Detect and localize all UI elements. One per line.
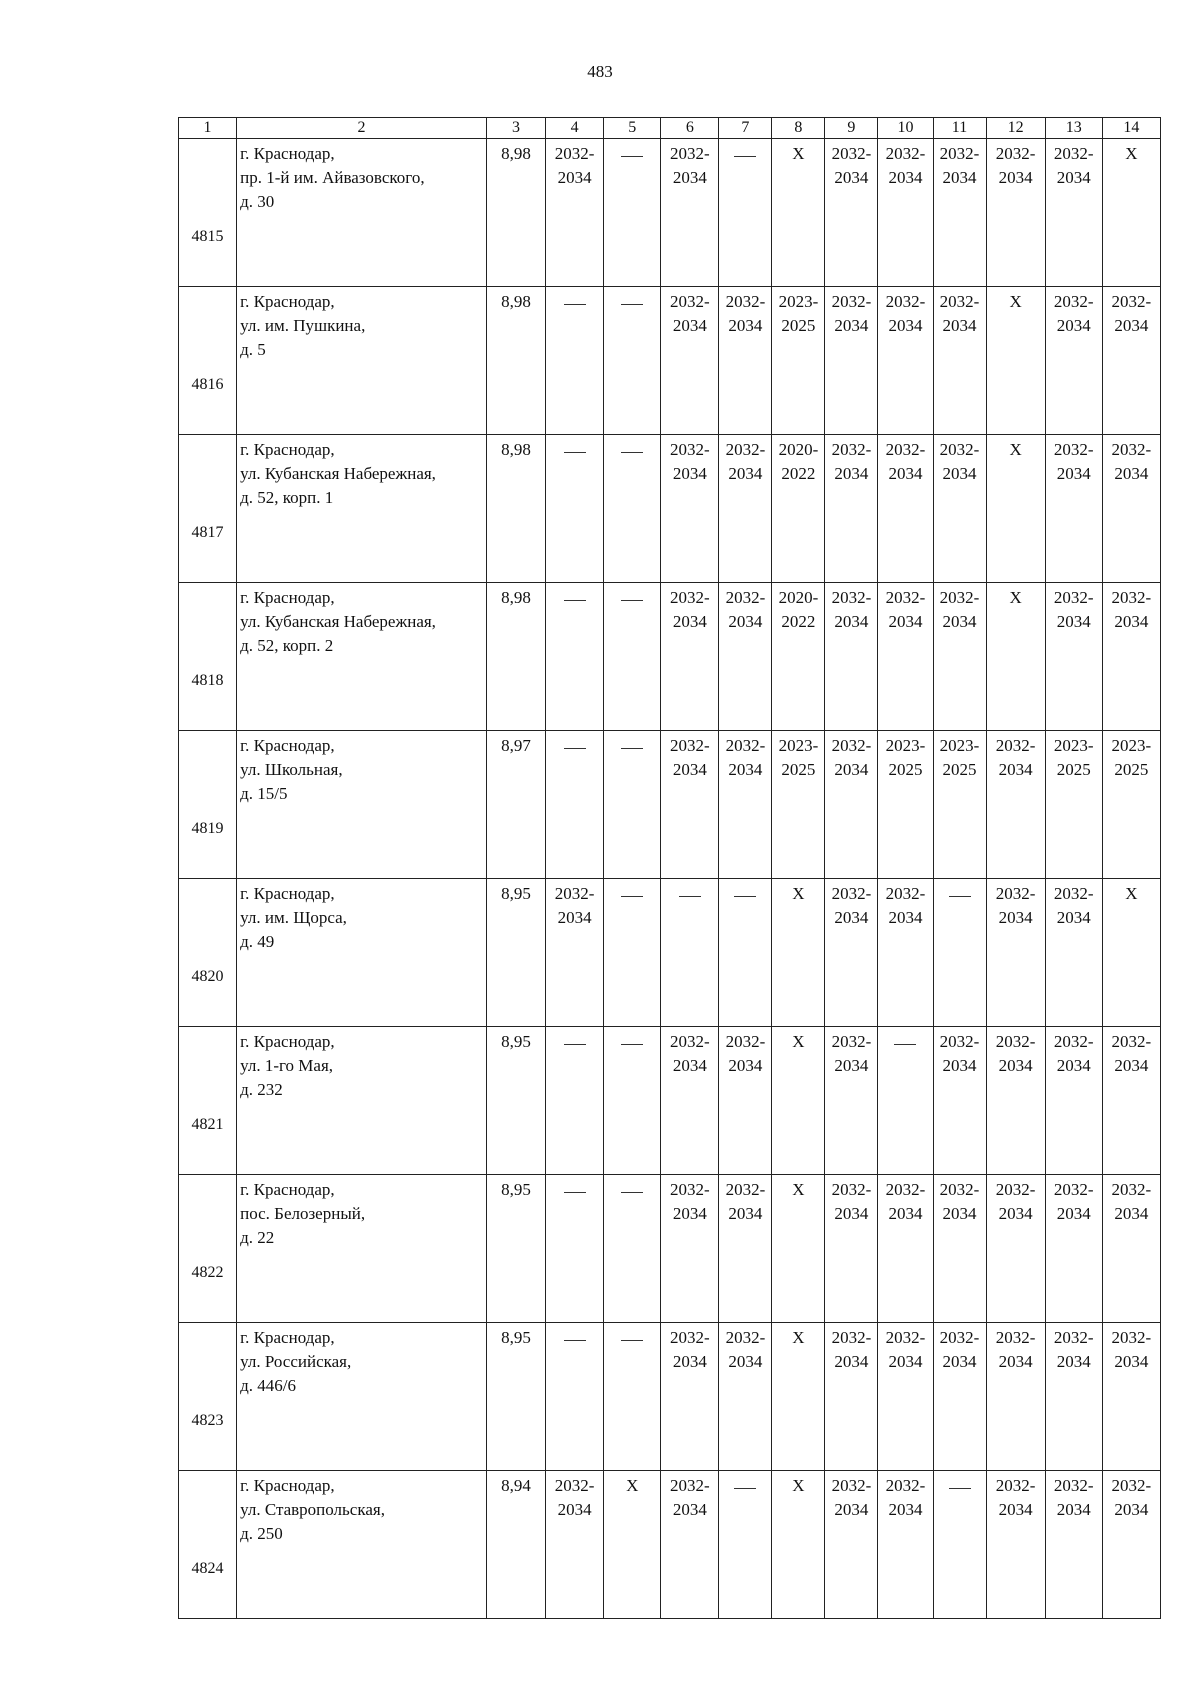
period-cell-col-9: 2032- 2034 bbox=[825, 435, 878, 583]
address-cell: г. Краснодар, пр. 1-й им. Айвазовского, д. 30 bbox=[237, 139, 487, 287]
column-header-14: 14 bbox=[1102, 118, 1160, 139]
period-cell-col-6: 2032- 2034 bbox=[661, 1323, 719, 1471]
period-cell-col-11: 2032- 2034 bbox=[933, 1175, 986, 1323]
period-cell-col-9: 2032- 2034 bbox=[825, 287, 878, 435]
period-cell-col-9: 2032- 2034 bbox=[825, 583, 878, 731]
period-cell-col-14: 2032- 2034 bbox=[1102, 435, 1160, 583]
period-cell-col-7 bbox=[719, 1471, 772, 1619]
column-header-1: 1 bbox=[179, 118, 237, 139]
period-cell-col-12: X bbox=[986, 435, 1045, 583]
period-cell-col-14: X bbox=[1102, 139, 1160, 287]
dash-mark bbox=[734, 1488, 756, 1489]
period-cell-col-13: 2032- 2034 bbox=[1045, 139, 1102, 287]
period-cell-col-8: 2020- 2022 bbox=[772, 435, 825, 583]
table-row bbox=[179, 435, 1161, 583]
period-cell-col-13: 2032- 2034 bbox=[1045, 1323, 1102, 1471]
score-cell: 8,98 bbox=[486, 435, 545, 583]
dash-mark bbox=[621, 1340, 643, 1341]
period-cell-col-13: 2032- 2034 bbox=[1045, 583, 1102, 731]
score-cell: 8,95 bbox=[486, 1323, 545, 1471]
dash-mark bbox=[564, 1340, 586, 1341]
address-cell: г. Краснодар, ул. Российская, д. 446/6 bbox=[237, 1323, 487, 1471]
table-row bbox=[179, 1175, 1161, 1323]
period-cell-col-9: 2032- 2034 bbox=[825, 1027, 878, 1175]
period-cell-col-4: 2032- 2034 bbox=[546, 139, 604, 287]
dash-mark bbox=[564, 304, 586, 305]
period-cell-col-5 bbox=[604, 1027, 661, 1175]
dash-mark bbox=[949, 1488, 971, 1489]
period-cell-col-13: 2032- 2034 bbox=[1045, 1471, 1102, 1619]
dash-mark bbox=[621, 748, 643, 749]
score-cell: 8,95 bbox=[486, 879, 545, 1027]
table-row bbox=[179, 583, 1161, 731]
period-cell-col-4: 2032- 2034 bbox=[546, 879, 604, 1027]
period-cell-col-5 bbox=[604, 1323, 661, 1471]
period-cell-col-8: X bbox=[772, 1027, 825, 1175]
period-cell-col-11 bbox=[933, 879, 986, 1027]
period-cell-col-11: 2032- 2034 bbox=[933, 583, 986, 731]
register-table bbox=[178, 117, 1161, 1619]
table-row bbox=[179, 1471, 1161, 1619]
page-number: 483 bbox=[587, 62, 613, 81]
period-cell-col-6: 2032- 2034 bbox=[661, 1175, 719, 1323]
row-number: 4820 bbox=[179, 879, 237, 1027]
column-header-13: 13 bbox=[1045, 118, 1102, 139]
period-cell-col-10: 2032- 2034 bbox=[878, 1175, 933, 1323]
address-cell: г. Краснодар, ул. 1-го Мая, д. 232 bbox=[237, 1027, 487, 1175]
address-cell: г. Краснодар, ул. Кубанская Набережная, д. 52, корп. 1 bbox=[237, 435, 487, 583]
period-cell-col-5 bbox=[604, 287, 661, 435]
period-cell-col-14: 2032- 2034 bbox=[1102, 583, 1160, 731]
score-cell: 8,95 bbox=[486, 1175, 545, 1323]
score-cell: 8,98 bbox=[486, 583, 545, 731]
period-cell-col-8: 2020- 2022 bbox=[772, 583, 825, 731]
column-header-8: 8 bbox=[772, 118, 825, 139]
dash-mark bbox=[621, 304, 643, 305]
period-cell-col-5 bbox=[604, 139, 661, 287]
column-header-5: 5 bbox=[604, 118, 661, 139]
table-row bbox=[179, 139, 1161, 287]
row-number: 4823 bbox=[179, 1323, 237, 1471]
period-cell-col-4 bbox=[546, 1027, 604, 1175]
period-cell-col-14: X bbox=[1102, 879, 1160, 1027]
period-cell-col-10: 2032- 2034 bbox=[878, 287, 933, 435]
row-number: 4822 bbox=[179, 1175, 237, 1323]
period-cell-col-9: 2032- 2034 bbox=[825, 1323, 878, 1471]
column-header-6: 6 bbox=[661, 118, 719, 139]
period-cell-col-6: 2032- 2034 bbox=[661, 435, 719, 583]
period-cell-col-13: 2023- 2025 bbox=[1045, 731, 1102, 879]
header-row bbox=[179, 118, 1161, 139]
period-cell-col-9: 2032- 2034 bbox=[825, 879, 878, 1027]
period-cell-col-12: 2032- 2034 bbox=[986, 1027, 1045, 1175]
period-cell-col-8: 2023- 2025 bbox=[772, 287, 825, 435]
period-cell-col-7: 2032- 2034 bbox=[719, 583, 772, 731]
dash-mark bbox=[564, 748, 586, 749]
row-number: 4816 bbox=[179, 287, 237, 435]
period-cell-col-14: 2032- 2034 bbox=[1102, 1175, 1160, 1323]
dash-mark bbox=[621, 1044, 643, 1045]
period-cell-col-4 bbox=[546, 1175, 604, 1323]
period-cell-col-7 bbox=[719, 879, 772, 1027]
period-cell-col-6: 2032- 2034 bbox=[661, 139, 719, 287]
period-cell-col-10 bbox=[878, 1027, 933, 1175]
period-cell-col-13: 2032- 2034 bbox=[1045, 435, 1102, 583]
address-cell: г. Краснодар, ул. Ставропольская, д. 250 bbox=[237, 1471, 487, 1619]
dash-mark bbox=[734, 156, 756, 157]
address-cell: г. Краснодар, ул. Школьная, д. 15/5 bbox=[237, 731, 487, 879]
row-number: 4824 bbox=[179, 1471, 237, 1619]
row-number: 4821 bbox=[179, 1027, 237, 1175]
column-header-10: 10 bbox=[878, 118, 933, 139]
period-cell-col-10: 2032- 2034 bbox=[878, 435, 933, 583]
period-cell-col-7: 2032- 2034 bbox=[719, 1323, 772, 1471]
period-cell-col-10: 2032- 2034 bbox=[878, 1323, 933, 1471]
row-number: 4817 bbox=[179, 435, 237, 583]
period-cell-col-5: X bbox=[604, 1471, 661, 1619]
dash-mark bbox=[894, 1044, 916, 1045]
period-cell-col-4 bbox=[546, 583, 604, 731]
score-cell: 8,97 bbox=[486, 731, 545, 879]
period-cell-col-11: 2023- 2025 bbox=[933, 731, 986, 879]
row-number: 4819 bbox=[179, 731, 237, 879]
period-cell-col-5 bbox=[604, 879, 661, 1027]
period-cell-col-4 bbox=[546, 435, 604, 583]
dash-mark bbox=[564, 1192, 586, 1193]
column-header-11: 11 bbox=[933, 118, 986, 139]
period-cell-col-10: 2032- 2034 bbox=[878, 139, 933, 287]
period-cell-col-7: 2032- 2034 bbox=[719, 435, 772, 583]
dash-mark bbox=[734, 896, 756, 897]
period-cell-col-9: 2032- 2034 bbox=[825, 1175, 878, 1323]
dash-mark bbox=[621, 896, 643, 897]
period-cell-col-8: X bbox=[772, 139, 825, 287]
dash-mark bbox=[679, 896, 701, 897]
period-cell-col-7: 2032- 2034 bbox=[719, 1027, 772, 1175]
column-header-9: 9 bbox=[825, 118, 878, 139]
dash-mark bbox=[564, 600, 586, 601]
period-cell-col-4 bbox=[546, 731, 604, 879]
address-cell: г. Краснодар, ул. Кубанская Набережная, д. 52, корп. 2 bbox=[237, 583, 487, 731]
period-cell-col-14: 2032- 2034 bbox=[1102, 1323, 1160, 1471]
period-cell-col-7: 2032- 2034 bbox=[719, 731, 772, 879]
period-cell-col-13: 2032- 2034 bbox=[1045, 287, 1102, 435]
address-cell: г. Краснодар, ул. им. Пушкина, д. 5 bbox=[237, 287, 487, 435]
table-row bbox=[179, 1027, 1161, 1175]
period-cell-col-7: 2032- 2034 bbox=[719, 1175, 772, 1323]
address-cell: г. Краснодар, ул. им. Щорса, д. 49 bbox=[237, 879, 487, 1027]
score-cell: 8,94 bbox=[486, 1471, 545, 1619]
period-cell-col-10: 2032- 2034 bbox=[878, 879, 933, 1027]
period-cell-col-6: 2032- 2034 bbox=[661, 1471, 719, 1619]
score-cell: 8,98 bbox=[486, 287, 545, 435]
period-cell-col-12: 2032- 2034 bbox=[986, 731, 1045, 879]
period-cell-col-10: 2032- 2034 bbox=[878, 1471, 933, 1619]
dash-mark bbox=[621, 600, 643, 601]
period-cell-col-9: 2032- 2034 bbox=[825, 139, 878, 287]
period-cell-col-13: 2032- 2034 bbox=[1045, 1027, 1102, 1175]
period-cell-col-12: X bbox=[986, 287, 1045, 435]
period-cell-col-13: 2032- 2034 bbox=[1045, 1175, 1102, 1323]
column-header-2: 2 bbox=[237, 118, 487, 139]
period-cell-col-14: 2023- 2025 bbox=[1102, 731, 1160, 879]
score-cell: 8,95 bbox=[486, 1027, 545, 1175]
period-cell-col-8: X bbox=[772, 1323, 825, 1471]
period-cell-col-8: X bbox=[772, 879, 825, 1027]
row-number: 4818 bbox=[179, 583, 237, 731]
period-cell-col-11: 2032- 2034 bbox=[933, 287, 986, 435]
table-row bbox=[179, 1323, 1161, 1471]
period-cell-col-5 bbox=[604, 583, 661, 731]
period-cell-col-8: X bbox=[772, 1175, 825, 1323]
period-cell-col-11: 2032- 2034 bbox=[933, 139, 986, 287]
period-cell-col-10: 2032- 2034 bbox=[878, 583, 933, 731]
period-cell-col-7: 2032- 2034 bbox=[719, 287, 772, 435]
period-cell-col-12: 2032- 2034 bbox=[986, 1175, 1045, 1323]
dash-mark bbox=[564, 452, 586, 453]
period-cell-col-6: 2032- 2034 bbox=[661, 287, 719, 435]
period-cell-col-12: 2032- 2034 bbox=[986, 1323, 1045, 1471]
score-cell: 8,98 bbox=[486, 139, 545, 287]
period-cell-col-11: 2032- 2034 bbox=[933, 435, 986, 583]
period-cell-col-10: 2023- 2025 bbox=[878, 731, 933, 879]
period-cell-col-9: 2032- 2034 bbox=[825, 731, 878, 879]
table-row bbox=[179, 731, 1161, 879]
period-cell-col-11: 2032- 2034 bbox=[933, 1027, 986, 1175]
period-cell-col-11 bbox=[933, 1471, 986, 1619]
column-header-12: 12 bbox=[986, 118, 1045, 139]
period-cell-col-12: 2032- 2034 bbox=[986, 879, 1045, 1027]
dash-mark bbox=[621, 1192, 643, 1193]
period-cell-col-6: 2032- 2034 bbox=[661, 731, 719, 879]
period-cell-col-4 bbox=[546, 1323, 604, 1471]
period-cell-col-5 bbox=[604, 731, 661, 879]
dash-mark bbox=[564, 1044, 586, 1045]
period-cell-col-12: X bbox=[986, 583, 1045, 731]
address-cell: г. Краснодар, пос. Белозерный, д. 22 bbox=[237, 1175, 487, 1323]
period-cell-col-12: 2032- 2034 bbox=[986, 1471, 1045, 1619]
dash-mark bbox=[621, 156, 643, 157]
period-cell-col-6 bbox=[661, 879, 719, 1027]
column-header-4: 4 bbox=[546, 118, 604, 139]
period-cell-col-9: 2032- 2034 bbox=[825, 1471, 878, 1619]
period-cell-col-4: 2032- 2034 bbox=[546, 1471, 604, 1619]
period-cell-col-6: 2032- 2034 bbox=[661, 1027, 719, 1175]
period-cell-col-8: 2023- 2025 bbox=[772, 731, 825, 879]
period-cell-col-4 bbox=[546, 287, 604, 435]
period-cell-col-5 bbox=[604, 435, 661, 583]
column-header-3: 3 bbox=[486, 118, 545, 139]
period-cell-col-14: 2032- 2034 bbox=[1102, 1471, 1160, 1619]
period-cell-col-14: 2032- 2034 bbox=[1102, 1027, 1160, 1175]
column-header-7: 7 bbox=[719, 118, 772, 139]
period-cell-col-7 bbox=[719, 139, 772, 287]
table-body bbox=[179, 139, 1161, 1619]
period-cell-col-8: X bbox=[772, 1471, 825, 1619]
table-row bbox=[179, 879, 1161, 1027]
dash-mark bbox=[949, 896, 971, 897]
row-number: 4815 bbox=[179, 139, 237, 287]
period-cell-col-6: 2032- 2034 bbox=[661, 583, 719, 731]
period-cell-col-12: 2032- 2034 bbox=[986, 139, 1045, 287]
period-cell-col-5 bbox=[604, 1175, 661, 1323]
table-row bbox=[179, 287, 1161, 435]
period-cell-col-11: 2032- 2034 bbox=[933, 1323, 986, 1471]
period-cell-col-13: 2032- 2034 bbox=[1045, 879, 1102, 1027]
period-cell-col-14: 2032- 2034 bbox=[1102, 287, 1160, 435]
dash-mark bbox=[621, 452, 643, 453]
